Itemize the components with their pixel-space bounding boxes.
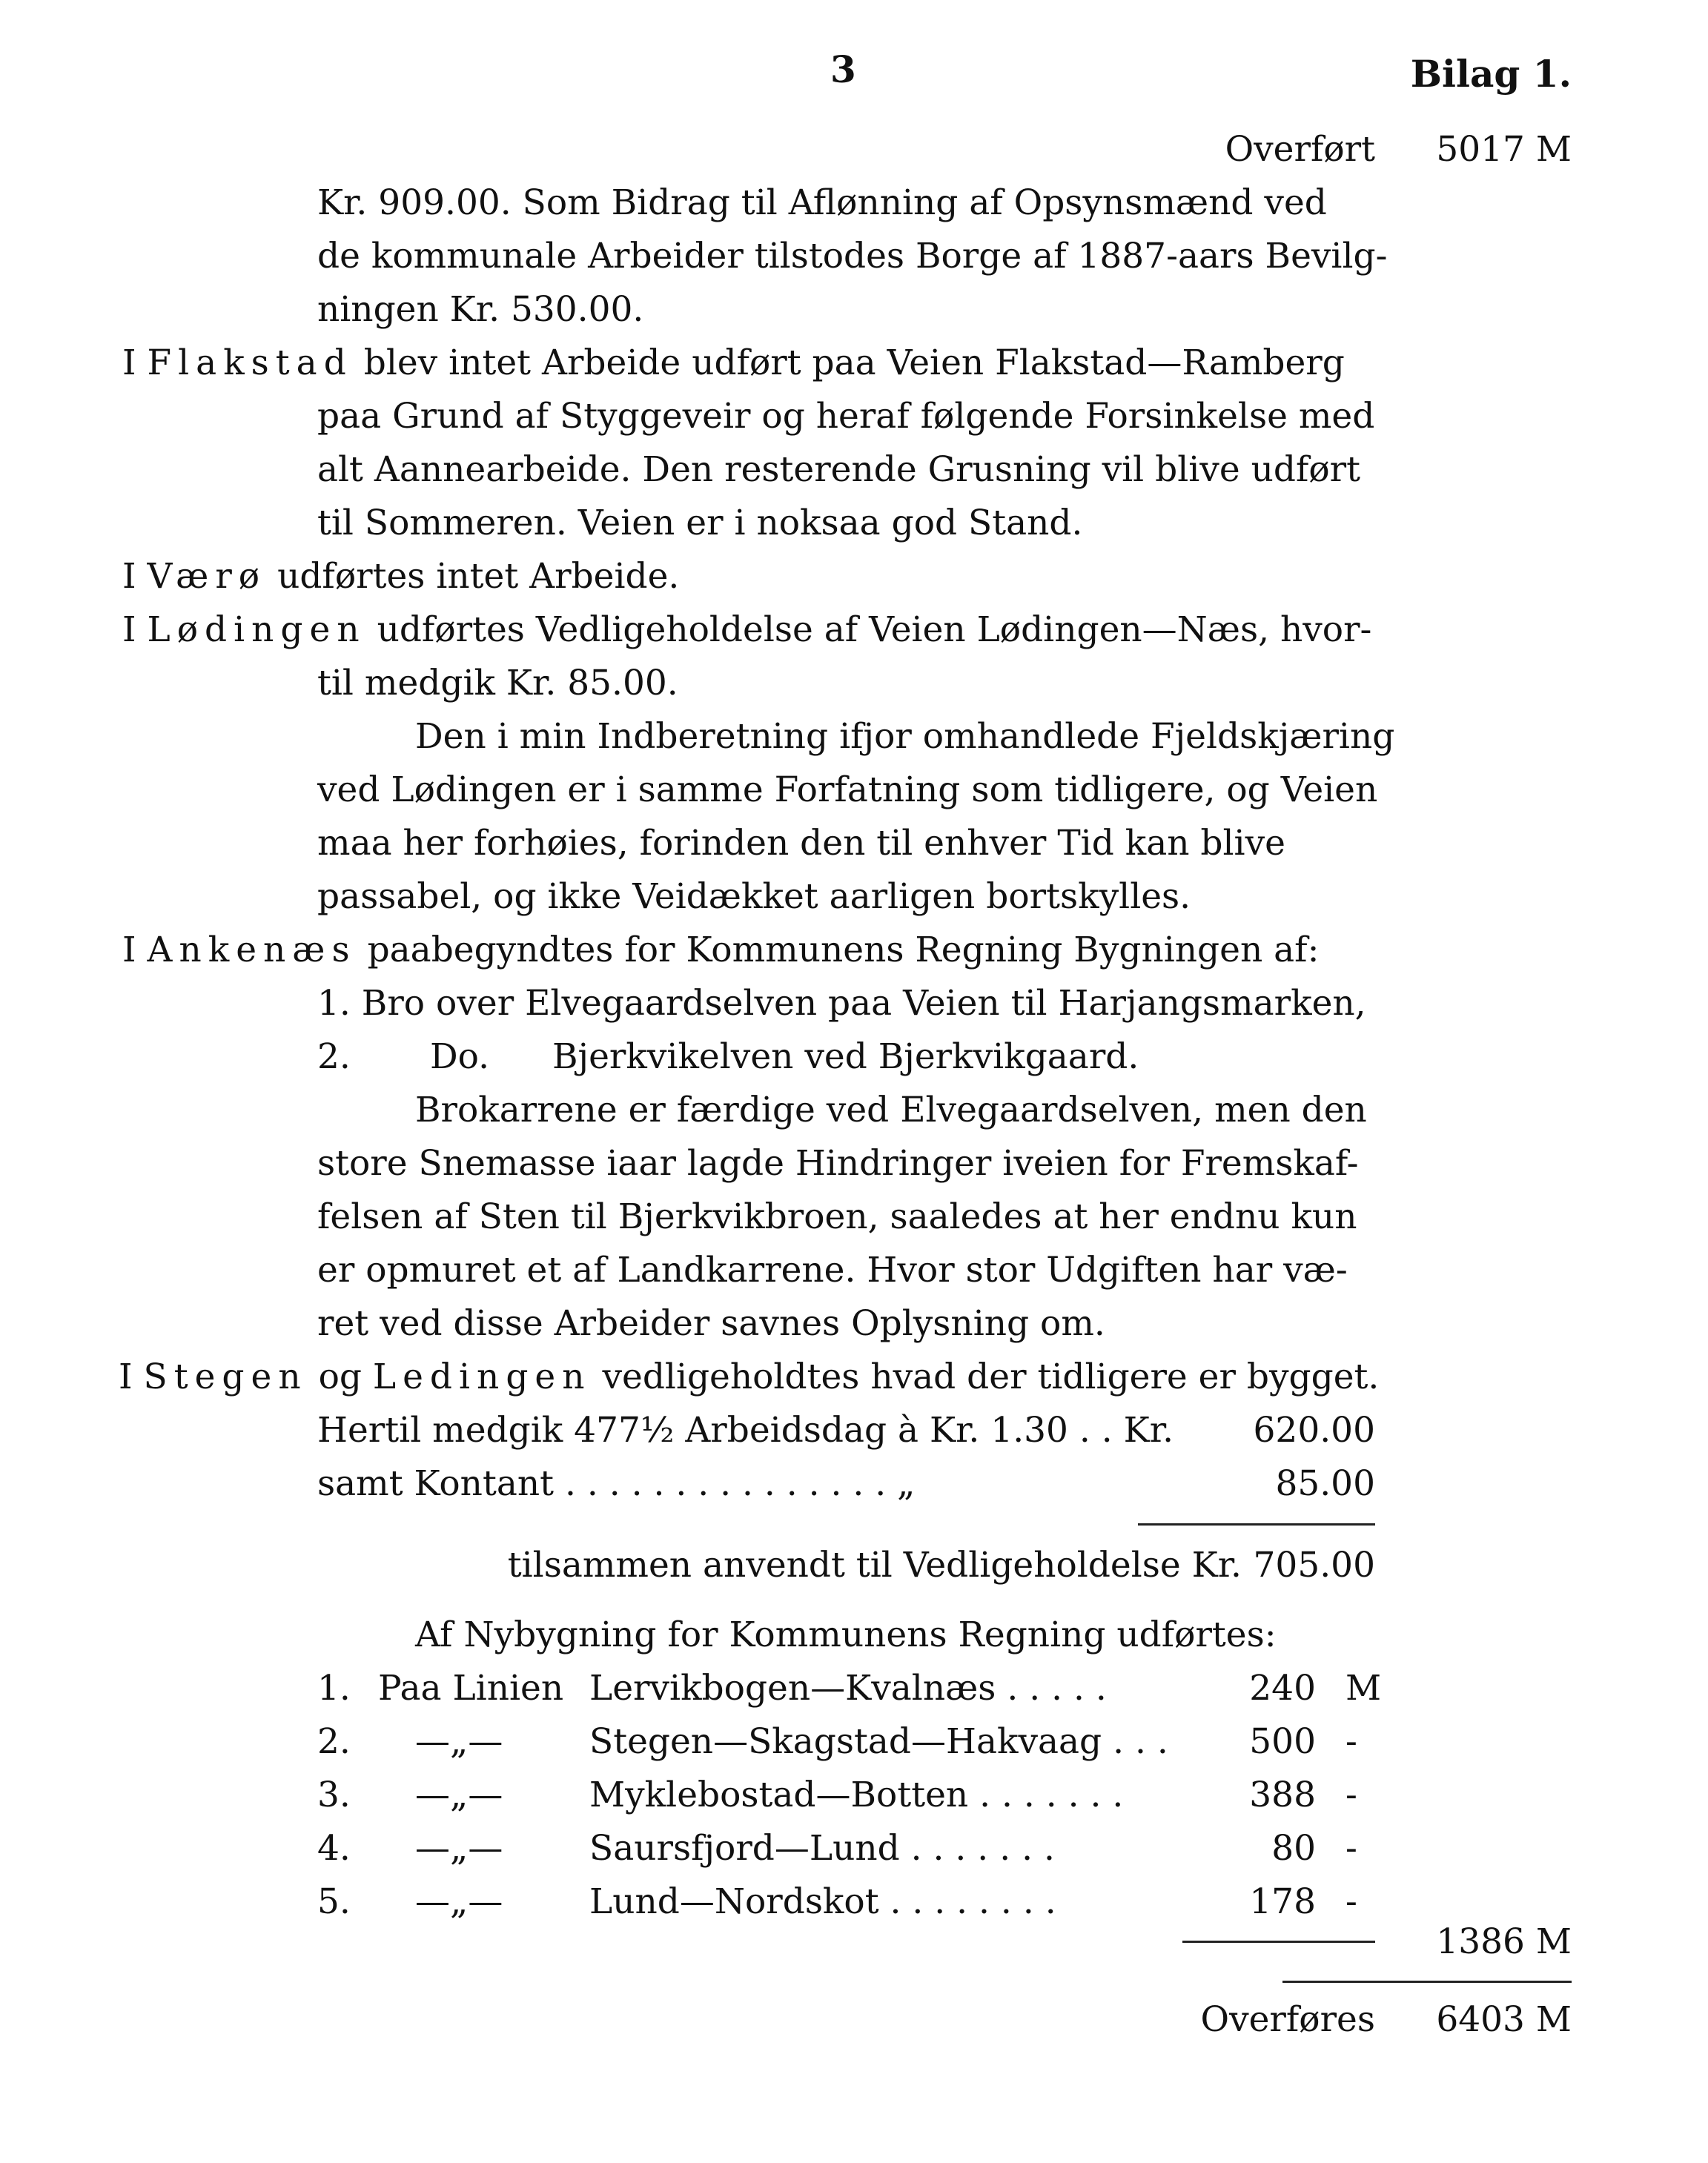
item-number: 1. bbox=[317, 983, 351, 1024]
place-name: Værø bbox=[147, 556, 267, 597]
place-name: Ankenæs bbox=[147, 930, 357, 970]
section-ankenaes bbox=[122, 928, 1319, 973]
row-amount: 178 bbox=[1249, 1881, 1316, 1922]
row-number: 4. bbox=[317, 1828, 351, 1869]
total-amount: 705.00 bbox=[1253, 1545, 1375, 1586]
row-number: 1. bbox=[317, 1668, 351, 1709]
subtotal-rule bbox=[1138, 1523, 1375, 1526]
row-amount: 80 bbox=[1271, 1828, 1316, 1869]
ledger-amount: 620.00 bbox=[1253, 1410, 1375, 1451]
row-amount: 388 bbox=[1249, 1775, 1316, 1815]
section-lodingen bbox=[122, 608, 1371, 652]
body-line: til medgik Kr. 85.00. bbox=[317, 663, 678, 703]
body-line: ved Lødingen er i samme Forfatning som tidligere, og Veien bbox=[317, 769, 1378, 810]
body-text: udførtes intet Arbeide. bbox=[277, 556, 680, 597]
row-ditto: Paa Linien bbox=[378, 1668, 564, 1709]
place-name: Flakstad bbox=[147, 342, 353, 383]
row-number: 5. bbox=[317, 1881, 351, 1922]
transfer-in-label: Overført bbox=[1225, 129, 1375, 170]
row-number: 3. bbox=[317, 1775, 351, 1815]
transfer-out-amount: 6403 M bbox=[1436, 1999, 1572, 2040]
nybygning-heading: Af Nybygning for Kommunens Regning udførtes: bbox=[415, 1614, 1277, 1655]
section-flakstad bbox=[122, 341, 1345, 385]
body-line: Kr. 909.00. Som Bidrag til Aflønning af Opsynsmænd ved bbox=[317, 182, 1327, 223]
row-ditto: —„— bbox=[415, 1828, 503, 1869]
row-route: Lervikbogen—Kvalnæs . . . . . bbox=[589, 1668, 1107, 1709]
row-unit: - bbox=[1345, 1721, 1357, 1762]
section-prefix: I bbox=[122, 930, 136, 970]
grand-total-rule bbox=[1282, 1981, 1572, 1983]
transfer-in-amount: 5017 M bbox=[1436, 129, 1572, 170]
body-text: blev intet Arbeide udført paa Veien Flakstad—Ramberg bbox=[363, 342, 1345, 383]
section-stegen bbox=[119, 1355, 1379, 1400]
total-label: tilsammen anvendt til Vedligeholdelse Kr. bbox=[507, 1545, 1242, 1586]
body-line: ret ved disse Arbeider savnes Oplysning om. bbox=[317, 1303, 1105, 1344]
body-line: de kommunale Arbeider tilstodes Borge af 1887-aars Bevilg- bbox=[317, 236, 1388, 276]
page-number: 3 bbox=[830, 47, 856, 91]
item-number: 2. bbox=[317, 1036, 351, 1077]
row-amount: 500 bbox=[1249, 1721, 1316, 1762]
body-line: Den i min Indberetning ifjor omhandlede Fjeldskjæring bbox=[415, 716, 1395, 757]
body-line: store Snemasse iaar lagde Hindringer iveien for Fremskaf- bbox=[317, 1143, 1359, 1184]
place-name: Ledingen bbox=[372, 1357, 592, 1397]
nybygning-sum: 1386 M bbox=[1436, 1921, 1572, 1962]
row-amount: 240 bbox=[1249, 1668, 1316, 1709]
section-prefix: I bbox=[119, 1357, 133, 1397]
body-line: Brokarrene er færdige ved Elvegaardselven, men den bbox=[415, 1090, 1367, 1130]
ledger-label: Hertil medgik 477½ Arbeidsdag à Kr. 1.30 . . Kr. bbox=[317, 1410, 1174, 1451]
body-line: ningen Kr. 530.00. bbox=[317, 289, 644, 330]
body-line: alt Aannearbeide. Den resterende Grusning vil blive udført bbox=[317, 449, 1361, 490]
transfer-out-label: Overføres bbox=[1200, 1999, 1375, 2040]
body-line: til Sommeren. Veien er i noksaa god Stand. bbox=[317, 503, 1083, 543]
row-ditto: —„— bbox=[415, 1721, 503, 1762]
ledger-amount: 85.00 bbox=[1275, 1463, 1375, 1504]
list-item bbox=[317, 981, 1366, 1026]
body-text: udførtes Vedligeholdelse af Veien Lødingen—Næs, hvor- bbox=[377, 609, 1372, 650]
body-text: vedligeholdtes hvad der tidligere er bygget. bbox=[602, 1357, 1380, 1397]
ledger-label: samt Kontant . . . . . . . . . . . . . . . „ bbox=[317, 1463, 916, 1504]
row-unit: - bbox=[1345, 1775, 1357, 1815]
row-route: Saursfjord—Lund . . . . . . . bbox=[589, 1828, 1055, 1869]
row-unit: M bbox=[1345, 1668, 1382, 1709]
body-line: er opmuret et af Landkarrene. Hvor stor Udgiften har væ- bbox=[317, 1250, 1348, 1291]
section-vaero bbox=[122, 554, 679, 599]
row-unit: - bbox=[1345, 1828, 1357, 1869]
place-name: Lødingen bbox=[147, 609, 366, 650]
row-number: 2. bbox=[317, 1721, 351, 1762]
section-prefix: I bbox=[122, 609, 136, 650]
row-route: Myklebostad—Botten . . . . . . . bbox=[589, 1775, 1124, 1815]
row-unit: - bbox=[1345, 1881, 1357, 1922]
list-item bbox=[317, 1035, 351, 1079]
body-line: paa Grund af Styggeveir og heraf følgende Forsinkelse med bbox=[317, 396, 1375, 437]
row-route: Stegen—Skagstad—Hakvaag . . . bbox=[589, 1721, 1168, 1762]
place-name: Stegen bbox=[143, 1357, 308, 1397]
ditto-mark: Do. bbox=[430, 1036, 490, 1077]
body-line: maa her forhøies, forinden den til enhver Tid kan blive bbox=[317, 823, 1285, 864]
body-line: passabel, og ikke Veidækket aarligen bortskylles. bbox=[317, 876, 1191, 917]
row-ditto: —„— bbox=[415, 1881, 503, 1922]
row-route: Lund—Nordskot . . . . . . . . bbox=[589, 1881, 1056, 1922]
conjunction: og bbox=[318, 1357, 362, 1397]
item-text: Bro over Elvegaardselven paa Veien til Harjangsmarken, bbox=[361, 983, 1366, 1024]
bilag-label: Bilag 1. bbox=[1410, 52, 1572, 96]
section-prefix: I bbox=[122, 342, 136, 383]
body-text: paabegyndtes for Kommunens Regning Bygningen af: bbox=[367, 930, 1320, 970]
body-line: felsen af Sten til Bjerkvikbroen, saaledes at her endnu kun bbox=[317, 1196, 1357, 1237]
table-sum-rule bbox=[1182, 1941, 1375, 1943]
section-prefix: I bbox=[122, 556, 136, 597]
row-ditto: —„— bbox=[415, 1775, 503, 1815]
item-text: Bjerkvikelven ved Bjerkvikgaard. bbox=[552, 1036, 1139, 1077]
